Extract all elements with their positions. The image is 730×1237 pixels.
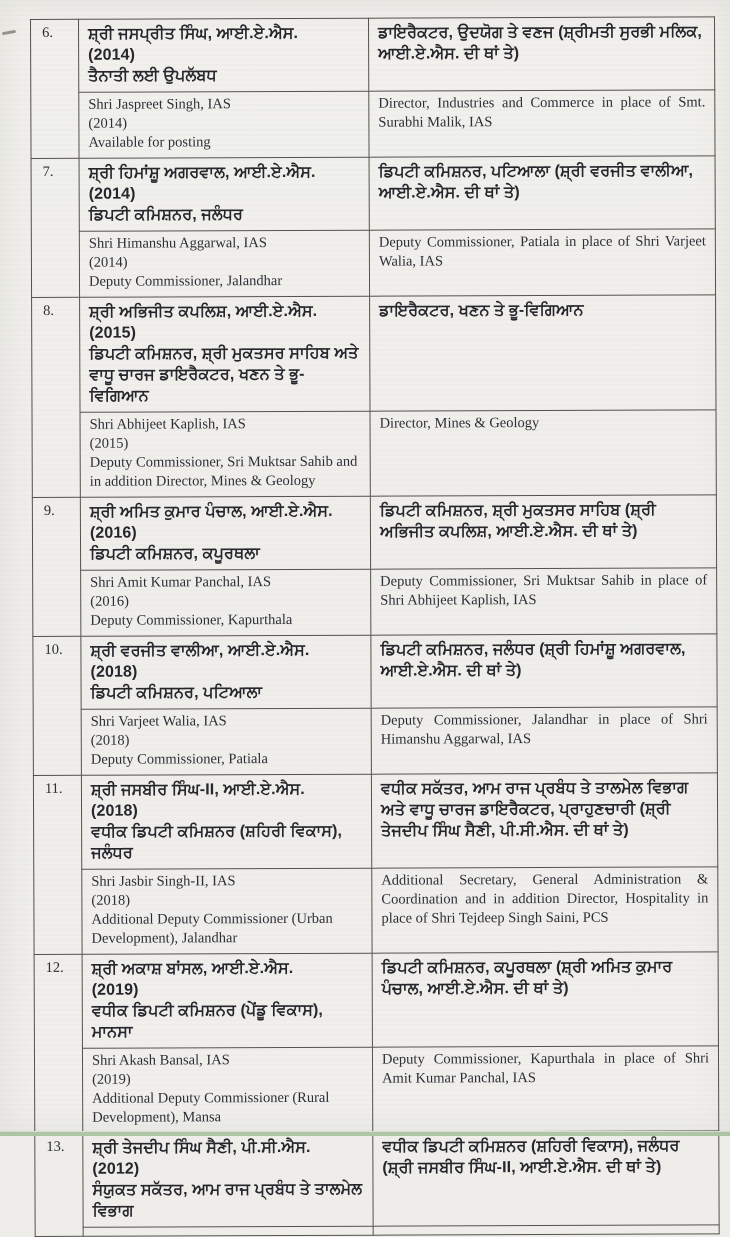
- serial-number: 13.: [35, 1133, 83, 1236]
- officer-name-english: Shri Jaspreet Singh, IAS (2014) Available for posting: [79, 91, 369, 158]
- table-row-punjabi: [31, 156, 715, 232]
- officer-name-english: Shri Akash Bansal, IAS (2019) Additional Deputy Commissioner (Rural Development), Mansa: [82, 1047, 372, 1133]
- officer-name-punjabi: ਸ਼੍ਰੀ ਅਮਿਤ ਕੁਮਾਰ ਪੰਚਾਲ, ਆਈ.ਏ.ਐਸ. (2016) ਡਿਪਟੀ ਕਮਿਸ਼ਨਰ, ਕਪੂਰਥਲਾ: [80, 496, 370, 570]
- new-posting-english: Director, Mines & Geology: [370, 410, 716, 496]
- serial-number: 6.: [31, 19, 80, 158]
- new-posting-punjabi: ਡਾਇਰੈਕਟਰ, ਉਦਯੋਗ ਤੇ ਵਣਜ (ਸ਼੍ਰੀਮਤੀ ਸੁਰਭੀ ਮਲਿਕ, ਆਈ.ਏ.ਐਸ. ਦੀ ਥਾਂ ਤੇ): [368, 17, 714, 91]
- table-row-english: [35, 1225, 719, 1237]
- new-posting-punjabi: ਡਾਇਰੈਕਟਰ, ਖਣਨ ਤੇ ਭੂ-ਵਿਗਿਆਨ: [370, 295, 716, 411]
- new-posting-english: Additional Secretary, General Administration & Coordination and in addition Director, Hospitality in place of Shri Tejdeep Singh Saini, PCS: [372, 867, 718, 953]
- table-row-english: [31, 90, 715, 159]
- serial-number: 7.: [31, 158, 80, 297]
- new-posting-english: Director, Industries and Commerce in place of Smt. Surabhi Malik, IAS: [369, 90, 715, 157]
- new-posting-punjabi: ਡਿਪਟੀ ਕਮਿਸ਼ਨਰ, ਪਟਿਆਲਾ (ਸ਼੍ਰੀ ਵਰਜੀਤ ਵਾਲੀਆ, ਆਈ.ਏ.ਐਸ. ਦੀ ਥਾਂ ਤੇ): [369, 156, 715, 230]
- table-row-english: [33, 568, 717, 637]
- new-posting-punjabi: ਡਿਪਟੀ ਕਮਿਸ਼ਨਰ, ਜਲੰਧਰ (ਸ਼੍ਰੀ ਹਿਮਾਂਸ਼ੂ ਅਗਰਵਾਲ, ਆਈ.ਏ.ਐਸ. ਦੀ ਥਾਂ ਤੇ): [371, 634, 717, 708]
- serial-number: 11.: [33, 775, 82, 954]
- table-row-punjabi: [35, 1131, 719, 1228]
- officer-name-punjabi: ਸ਼੍ਰੀ ਜਸਪ੍ਰੀਤ ਸਿੰਘ, ਆਈ.ਏ.ਐਸ. (2014) ਤੈਨਾਤੀ ਲਈ ਉਪਲੱਬਧ: [79, 18, 369, 92]
- table-row-punjabi: [33, 634, 717, 710]
- table-row-punjabi: [33, 773, 717, 870]
- officer-name-punjabi: ਸ਼੍ਰੀ ਵਰਜੀਤ ਵਾਲੀਆ, ਆਈ.ਏ.ਐਸ. (2018) ਡਿਪਟੀ ਕਮਿਸ਼ਨਰ, ਪਟਿਆਲਾ: [81, 635, 371, 709]
- officer-name-punjabi: ਸ਼੍ਰੀ ਅਕਾਸ਼ ਬਾਂਸਲ, ਆਈ.ਏ.ਐਸ. (2019) ਵਧੀਕ ਡਿਪਟੀ ਕਮਿਸ਼ਨਰ (ਪੇਂਡੂ ਵਿਕਾਸ), ਮਾਨਸਾ: [82, 953, 372, 1048]
- table-row-english: [34, 867, 718, 955]
- officer-name-english: Shri Amit Kumar Panchal, IAS (2016) Deputy Commissioner, Kapurthala: [81, 569, 371, 636]
- table-row-punjabi: [32, 295, 716, 413]
- table-row-english: [33, 707, 717, 776]
- serial-number: 9.: [32, 497, 81, 636]
- officer-name-english: [83, 1226, 373, 1236]
- new-posting-english: [373, 1225, 719, 1235]
- officer-name-punjabi: ਸ਼੍ਰੀ ਜਸਬੀਰ ਸਿੰਘ-II, ਆਈ.ਏ.ਐਸ. (2018) ਵਧੀਕ ਡਿਪਟੀ ਕਮਿਸ਼ਨਰ (ਸ਼ਹਿਰੀ ਵਿਕਾਸ), ਜਲੰਧਰ: [81, 774, 371, 869]
- table-row-english: [34, 1046, 718, 1134]
- officer-name-punjabi: ਸ਼੍ਰੀ ਤੇਜਦੀਪ ਸਿੰਘ ਸੈਣੀ, ਪੀ.ਸੀ.ਐਸ. (2012) ਸੰਯੁਕਤ ਸਕੱਤਰ, ਆਮ ਰਾਜ ਪ੍ਰਬੰਧ ਤੇ ਤਾਲਮੇਲ ਵਿਭਾਗ: [83, 1132, 373, 1227]
- pen-mark-artifact: [2, 30, 16, 35]
- new-posting-english: Deputy Commissioner, Patiala in place of Shri Varjeet Walia, IAS: [369, 229, 715, 296]
- table-row-punjabi: [32, 495, 716, 571]
- new-posting-punjabi: ਵਧੀਕ ਡਿਪਟੀ ਕਮਿਸ਼ਨਰ (ਸ਼ਹਿਰੀ ਵਿਕਾਸ), ਜਲੰਧਰ (ਸ਼੍ਰੀ ਜਸਬੀਰ ਸਿੰਘ-II, ਆਈ.ਏ.ਐਸ. ਦੀ ਥਾਂ ਤੇ): [373, 1131, 719, 1226]
- officer-name-english: Shri Varjeet Walia, IAS (2018) Deputy Commissioner, Patiala: [81, 708, 371, 775]
- serial-number: 10.: [33, 636, 82, 775]
- table-row-english: [31, 229, 715, 298]
- officer-name-english: Shri Abhijeet Kaplish, IAS (2015) Deputy Commissioner, Sri Muktsar Sahib and in addition Director, Mines & Geology: [80, 411, 370, 497]
- scanner-edge-line: [0, 1131, 730, 1136]
- officer-transfer-table: [30, 16, 720, 1237]
- new-posting-punjabi: ਵਧੀਕ ਸਕੱਤਰ, ਆਮ ਰਾਜ ਪ੍ਰਬੰਧ ਤੇ ਤਾਲਮੇਲ ਵਿਭਾਗ ਅਤੇ ਵਾਧੂ ਚਾਰਜ ਡਾਇਰੈਕਟਰ, ਪ੍ਰਾਹੁਣਚਾਰੀ (ਸ਼੍ਰੀ ਤੇਜਦੀਪ ਸਿੰਘ ਸੈਣੀ, ਪੀ.ਸੀ.ਐਸ. ਦੀ ਥਾਂ ਤੇ): [371, 773, 717, 868]
- officer-name-english: Shri Himanshu Aggarwal, IAS (2014) Deputy Commissioner, Jalandhar: [79, 230, 369, 297]
- serial-number: 8.: [32, 297, 81, 497]
- table-row-english: [32, 410, 716, 498]
- new-posting-punjabi: ਡਿਪਟੀ ਕਮਿਸ਼ਨਰ, ਸ਼੍ਰੀ ਮੁਕਤਸਰ ਸਾਹਿਬ (ਸ਼੍ਰੀ ਅਭਿਜੀਤ ਕਪਲਿਸ਼, ਆਈ.ਏ.ਐਸ. ਦੀ ਥਾਂ ਤੇ): [370, 495, 716, 569]
- table-row-punjabi: [31, 17, 715, 93]
- new-posting-punjabi: ਡਿਪਟੀ ਕਮਿਸ਼ਨਰ, ਕਪੂਰਥਲਾ (ਸ਼੍ਰੀ ਅਮਿਤ ਕੁਮਾਰ ਪੰਚਾਲ, ਆਈ.ਏ.ਐਸ. ਦੀ ਥਾਂ ਤੇ): [372, 952, 718, 1047]
- new-posting-english: Deputy Commissioner, Kapurthala in place of Shri Amit Kumar Panchal, IAS: [372, 1046, 718, 1132]
- officer-name-punjabi: ਸ਼੍ਰੀ ਅਭਿਜੀਤ ਕਪਲਿਸ਼, ਆਈ.ਏ.ਐਸ. (2015) ਡਿਪਟੀ ਕਮਿਸ਼ਨਰ, ਸ਼੍ਰੀ ਮੁਕਤਸਰ ਸਾਹਿਬ ਅਤੇ ਵਾਧੂ ਚਾਰਜ ਡਾਇਰੈਕਟਰ, ਖਣਨ ਤੇ ਭੂ-ਵਿਗਿਆਨ: [80, 296, 370, 412]
- serial-number: 12.: [34, 954, 83, 1133]
- officer-name-punjabi: ਸ਼੍ਰੀ ਹਿਮਾਂਸ਼ੂ ਅਗਰਵਾਲ, ਆਈ.ਏ.ਐਸ. (2014) ਡਿਪਟੀ ਕਮਿਸ਼ਨਰ, ਜਲੰਧਰ: [79, 157, 369, 231]
- new-posting-english: Deputy Commissioner, Jalandhar in place of Shri Himanshu Aggarwal, IAS: [371, 707, 717, 774]
- officer-name-english: Shri Jasbir Singh-II, IAS (2018) Additional Deputy Commissioner (Urban Development), Jalandhar: [82, 868, 372, 954]
- table-row-punjabi: [34, 952, 718, 1049]
- new-posting-english: Deputy Commissioner, Sri Muktsar Sahib in place of Shri Abhijeet Kaplish, IAS: [371, 568, 717, 635]
